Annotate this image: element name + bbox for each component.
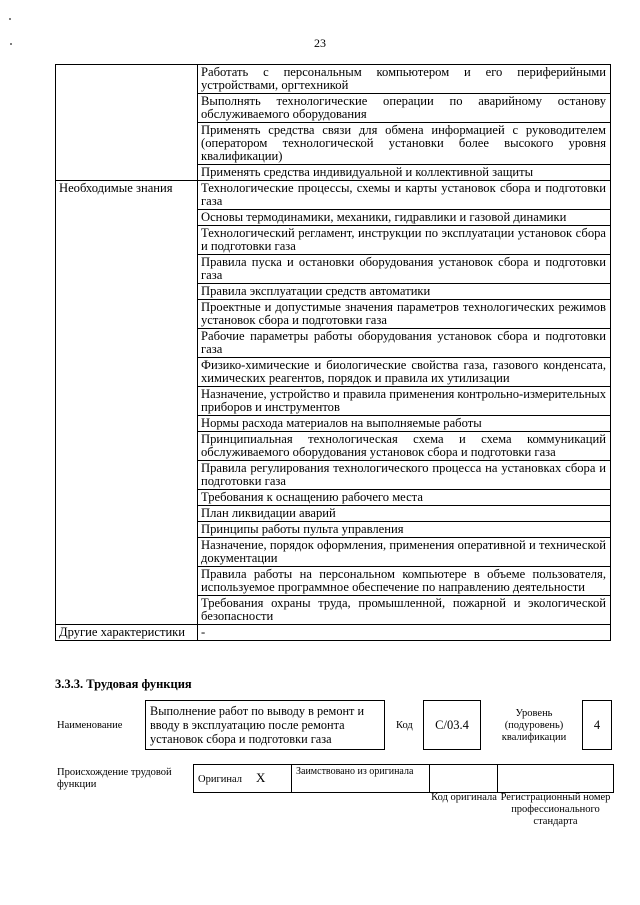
row-text: Выполнять технологические операции по аварийному останову обслуживаемого оборудования (198, 94, 611, 123)
function-name-box: Выполнение работ по выводу в ремонт и вводу в эксплуатацию после ремонта установок сбора и подготовки газа (145, 700, 385, 750)
section-title: 3.3.3. Трудовая функция (55, 677, 192, 691)
scan-speck (9, 18, 11, 20)
row-text: Правила регулирования технологического процесса на установках сбора и подготовки газа (198, 461, 611, 490)
row-text: Технологический регламент, инструкции по эксплуатации установок сбора и подготовки газа (198, 226, 611, 255)
row-text: Нормы расхода материалов на выполняемые работы (198, 416, 611, 432)
qualification-level-box: 4 (582, 700, 612, 750)
origin-label: Происхождение трудовой функции (57, 767, 172, 790)
row-text: - (198, 625, 611, 641)
row-text: Требования охраны труда, промышленной, пожарной и экологической безопасности (198, 596, 611, 625)
original-mark: X (256, 770, 266, 785)
table-row (56, 65, 611, 94)
original-cell (194, 765, 292, 793)
origin-table (193, 764, 614, 793)
row-text: Применять средства индивидуальной и коллективной защиты (198, 165, 611, 181)
original-label: Оригинал (198, 774, 242, 785)
skills-knowledge-table (55, 64, 611, 641)
row-text: Требования к оснащению рабочего места (198, 490, 611, 506)
code-original-cell (430, 765, 498, 793)
reg-number-caption: Регистрационный номер профессионального стандарта (500, 792, 611, 827)
row-group-label (56, 65, 198, 181)
row-text: Назначение, устройство и правила применения контрольно-измерительных приборов и инструментов (198, 387, 611, 416)
row-text: Назначение, порядок оформления, применения оперативной и технической документации (198, 538, 611, 567)
function-code-box: C/03.4 (423, 700, 481, 750)
row-text: Правила работы на персональном компьютере в объеме пользователя, используемое программное обеспечение по направлению деятельности (198, 567, 611, 596)
row-text: Принципиальная технологическая схема и схема коммуникаций обслуживаемого оборудования установок сбора и подготовки газа (198, 432, 611, 461)
row-text: Правила эксплуатации средств автоматики (198, 284, 611, 300)
row-text: Работать с персональным компьютером и его периферийными устройствами, оргтехникой (198, 65, 611, 94)
row-text: Основы термодинамики, механики, гидравлики и газовой динамики (198, 210, 611, 226)
code-original-caption: Код оригинала (431, 792, 497, 803)
table-row (56, 181, 611, 210)
row-text: План ликвидации аварий (198, 506, 611, 522)
row-text: Рабочие параметры работы оборудования установок сбора и подготовки газа (198, 329, 611, 358)
table-row (56, 625, 611, 641)
row-group-label: Необходимые знания (56, 181, 198, 625)
row-text: Принципы работы пульта управления (198, 522, 611, 538)
row-text: Проектные и допустимые значения параметров технологических режимов установок сбора и подготовки газа (198, 300, 611, 329)
row-text: Технологические процессы, схемы и карты установок сбора и подготовки газа (198, 181, 611, 210)
row-text: Применять средства связи для обмена информацией с руководителем (оператором технологической установки более высокого уровня квалификации) (198, 123, 611, 165)
page-number: 23 (314, 36, 326, 50)
row-group-label: Другие характеристики (56, 625, 198, 641)
borrowed-cell: Заимствовано из оригинала (292, 765, 430, 793)
row-text: Правила пуска и остановки оборудования установок сбора и подготовки газа (198, 255, 611, 284)
row-text: Физико-химические и биологические свойства газа, газового конденсата, химических реагентов, порядок и правила их утилизации (198, 358, 611, 387)
qualification-level-label: Уровень (подуровень) квалификации (501, 708, 567, 743)
name-label: Наименование (57, 720, 123, 731)
reg-number-cell (498, 765, 614, 793)
code-label: Код (396, 720, 413, 731)
